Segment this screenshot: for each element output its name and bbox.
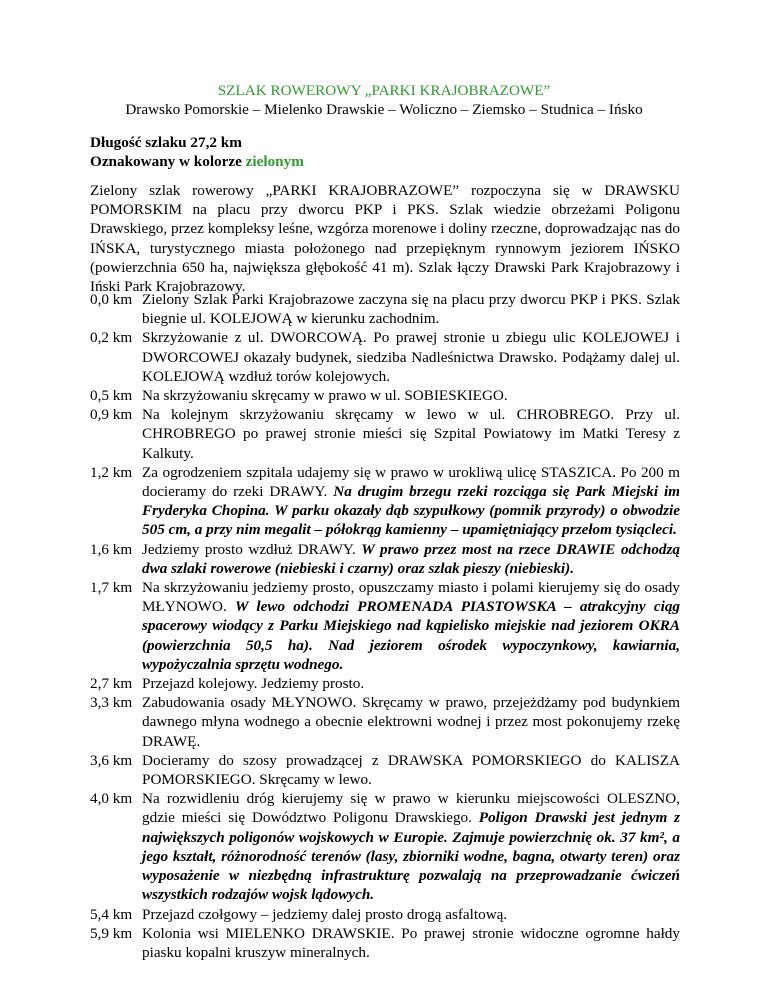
entry-highlight: Na drugim brzegu rzeki rozciąga się Park Miejski im Fryderyka Chopina. W parku okazały dąb szypułkowy (pomnik przyrody) o obwodzie 505 cm, a przy nim megalit – półokrąg kamienny – upamiętniający przełom tysiącleci. — [142, 483, 680, 539]
entry-text: Jedziemy prosto wzdłuż DRAWY. — [142, 540, 356, 558]
route-entry — [90, 386, 680, 405]
entry-description — [142, 674, 680, 693]
entry-distance: 1,6 km — [90, 540, 133, 558]
entry-text: Na rozwidleniu dróg kierujemy się w prawo w kierunku miejscowości OLESZNO, gdzie mieści się Dowództwo Poligonu Drawskiego. — [142, 790, 680, 827]
route-entry — [90, 540, 680, 578]
route-entry — [90, 674, 680, 693]
entry-description — [142, 290, 680, 328]
entry-description — [142, 751, 680, 789]
entry-text: Docieramy do szosy prowadzącej z DRAWSKA POMORSKIEGO do KALISZA POMORSKIEGO. Skręcamy w lewo. — [142, 751, 680, 789]
entry-description — [142, 386, 680, 405]
entry-distance: 3,3 km — [90, 694, 133, 712]
entry-distance: 5,4 km — [90, 905, 133, 923]
trail-title: SZLAK ROWEROWY „PARKI KRAJOBRAZOWE” — [217, 82, 551, 99]
title-block — [90, 81, 678, 119]
entry-text: Na kolejnym skrzyżowaniu skręcamy w lewo w ul. CHROBREGO. Przy ul. CHROBREGO po prawej stronie mieści się Szpital Powiatowy im Matki Teresy z Kalkuty. — [142, 406, 680, 462]
entry-description — [142, 405, 680, 463]
route-entry — [90, 751, 680, 789]
entry-distance: 1,2 km — [90, 463, 133, 481]
route-entry — [90, 578, 680, 674]
entry-text: Zielony Szlak Parki Krajobrazowe zaczyna się na placu przy dworcu PKP i PKS. Szlak biegnie ul. KOLEJOWĄ w kierunku zachodnim. — [142, 291, 680, 328]
entry-description — [142, 924, 680, 962]
trail-route: Drawsko Pomorskie – Mielenko Drawskie – Woliczno – Ziemsko – Studnica – Ińsko — [125, 101, 643, 119]
entry-distance: 0,9 km — [90, 406, 133, 424]
entry-distance: 2,7 km — [90, 675, 133, 693]
entry-distance: 0,5 km — [90, 387, 133, 405]
route-entry — [90, 290, 680, 328]
route-entry — [90, 789, 680, 904]
trail-meta — [90, 133, 680, 171]
entry-highlight: W prawo przez most na rzece DRAWIE odchodzą dwa szlaki rowerowe (niebieski i czarny) oraz szlak pieszy (niebieski). — [142, 540, 681, 577]
trail-marking-label: Oznakowany w kolorze — [90, 153, 246, 171]
entry-description — [142, 540, 680, 578]
route-entry — [90, 905, 680, 924]
trail-length: Długość szlaku 27,2 km — [90, 134, 242, 151]
entry-text: Zabudowania osady MŁYNOWO. Skręcamy w prawo, przejeżdżamy pod budynkiem dawnego młyna wodnego a obecnie elektrowni wodnej i przez most pokonujemy rzekę DRAWĘ. — [142, 694, 680, 750]
entry-description — [142, 578, 680, 674]
entry-description — [142, 905, 680, 924]
entry-highlight: W lewo odchodzi PROMENADA PIASTOWSKA – atrakcyjny ciąg spacerowy wiodący z Parku Miejskiego nad kąpielisko miejskie nad jeziorem OKRA (powierzchnia 50,5 ha). Nad jeziorem ośrodek wypoczynkowy, kawiarnia, wypożyczalnia sprzętu wodnego. — [142, 598, 681, 673]
route-entries — [90, 290, 680, 962]
route-entry — [90, 693, 680, 751]
route-entry — [90, 405, 680, 463]
entry-distance: 5,9 km — [90, 924, 133, 942]
route-entry — [90, 328, 680, 386]
entry-distance: 0,0 km — [90, 291, 133, 308]
entry-text: Za ogrodzeniem szpitala udajemy się w prawo w urokliwą ulicę STASZICA. Po 200 m docieramy do rzeki DRAWY. — [142, 463, 680, 501]
entry-text: Na skrzyżowaniu jedziemy prosto, opuszczamy miasto i polami kierujemy się do osady MŁYNOWO. — [142, 579, 680, 616]
route-entry — [90, 924, 680, 962]
entry-distance: 4,0 km — [90, 790, 133, 808]
entry-description — [142, 463, 680, 540]
entry-text: Przejazd kolejowy. Jedziemy prosto. — [142, 675, 365, 693]
entry-distance: 1,7 km — [90, 579, 133, 597]
entry-text: Kolonia wsi MIELENKO DRAWSKIE. Po prawej stronie widoczne ogromne hałdy piasku kopalni kruszyw mineralnych. — [142, 924, 680, 961]
route-entry — [90, 463, 680, 540]
entry-distance: 0,2 km — [90, 329, 133, 347]
entry-text: Na skrzyżowaniu skręcamy w prawo w ul. SOBIESKIEGO. — [142, 387, 508, 405]
trail-marking-color: zielonym — [245, 153, 304, 171]
entry-text: Przejazd czołgowy – jedziemy dalej prosto drogą asfaltową. — [142, 905, 508, 923]
entry-distance: 3,6 km — [90, 751, 133, 769]
entry-description — [142, 693, 680, 751]
entry-text: Skrzyżowanie z ul. DWORCOWĄ. Po prawej stronie u zbiegu ulic KOLEJOWEJ i DWORCOWEJ okazały budynek, siedziba Nadleśnictwa Drawsko. Podążamy dalej ul. KOLEJOWĄ wzdłuż torów kolejowych. — [142, 329, 680, 385]
intro-paragraph: Zielony szlak rowerowy „PARKI KRAJOBRAZOWE” rozpoczyna się w DRAWSKU POMORSKIM na placu przy dworcu PKP i PKS. Szlak wiedzie obrzeżami Poligonu Drawskiego, przez kompleksy leśne, wzgórza morenowe i doliny rzeczne, doprowadzając nas do IŃSKA, turystycznego miasta położonego nad przepięknym rynnowym jeziorem IŃSKO (powierzchnia 650 ha, największa głębokość 41 m). Szlak łączy Drawski Park Krajobrazowy i Iński Park Krajobrazowy. — [90, 182, 680, 296]
entry-description — [142, 328, 680, 386]
entry-description — [142, 789, 680, 904]
trail-marking — [90, 152, 680, 171]
entry-highlight: Poligon Drawski jest jednym z największych poligonów wojskowych w Europie. Zajmuje powierzchnię ok. 37 km², a jego kształt, różnorodność terenów (lasy, zbiorniki wodne, bagna, otwarty teren) oraz wyposażenie w niezbędną infrastrukturę pozwalają na przeprowadzanie ćwiczeń wszystkich rodzajów wojsk lądowych. — [142, 809, 681, 904]
